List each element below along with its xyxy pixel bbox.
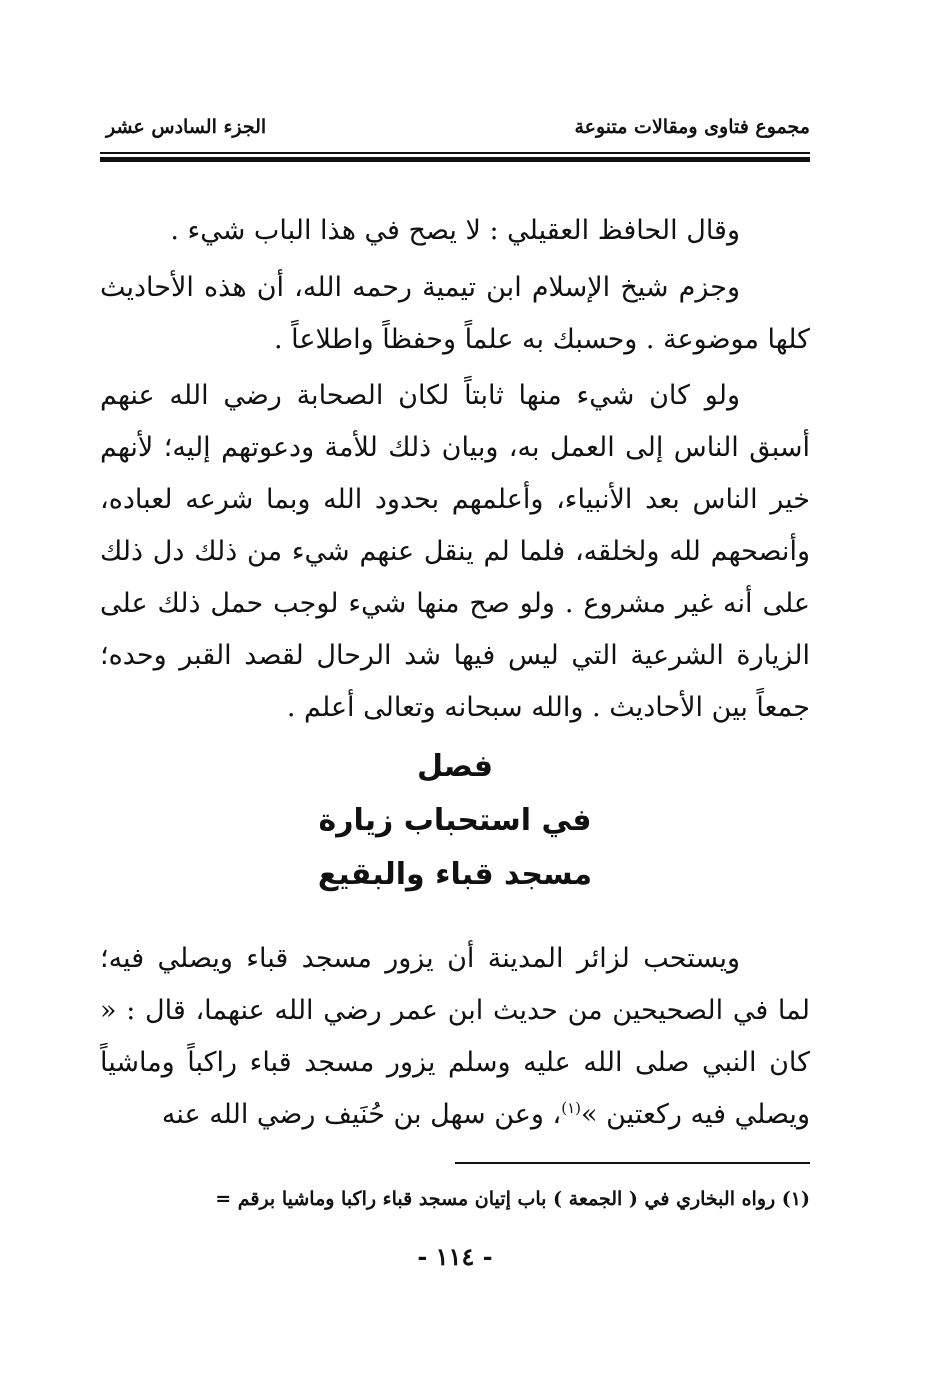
paragraph-4 — [100, 933, 810, 1141]
paragraph-2 — [100, 262, 810, 366]
header-rule-thick — [100, 157, 810, 162]
page-number: - ١١٤ - — [417, 1242, 493, 1271]
paragraph-3 — [100, 370, 810, 734]
section-heading-line-1: فصل — [417, 749, 493, 784]
paragraph-1 — [100, 205, 810, 257]
volume-label: الجزء السادس عشر — [106, 116, 267, 138]
book-title: مجموع فتاوى ومقالات متنوعة — [574, 116, 810, 138]
paragraph-1-text: وقال الحافظ العقيلي : لا يصح في هذا الباب شيء . — [170, 215, 740, 246]
section-heading-line-2: في استحباب زيارة — [318, 803, 592, 838]
paragraph-4-text: ويستحب لزائر المدينة أن يزور مسجد قباء ويصلي فيه؛ لما في الصحيحين من حديث ابن عمر رضي الله عنهما، قال : « كان النبي صلى الله عليه وسلم يزور مسجد قباء راكباً وماشياً ويصلي فيه ركعتين » — [100, 943, 810, 1130]
paragraph-2-text: وجزم شيخ الإسلام ابن تيمية رحمه الله، أن هذه الأحاديث كلها موضوعة . وحسبك به علماً وحفظاً واطلاعاً . — [100, 272, 810, 355]
page-header — [100, 108, 810, 148]
paragraph-3-text: ولو كان شيء منها ثابتاً لكان الصحابة رضي الله عنهم أسبق الناس إلى العمل به، وبيان ذلك للأمة ودعوتهم إليه؛ لأنهم خير الناس بعد الأنبياء، وأعلمهم بحدود الله وبما شرعه لعباده، وأنصحهم لله ولخلقه، فلما لم ينقل عنهم شيء من ذلك دل ذلك على أنه غير مشروع . ولو صح منها شيء لوجب حمل ذلك على الزيارة الشرعية التي ليس فيها شد الرحال لقصد القبر وحده؛ جمعاً بين الأحاديث . والله سبحانه وتعالى أعلم . — [100, 380, 810, 723]
footnote-rule — [455, 1162, 810, 1164]
header-rule-thin — [100, 152, 810, 154]
section-heading-line-3: مسجد قباء والبقيع — [317, 857, 593, 892]
paragraph-4-text-continued: ، وعن سهل بن حُنَيف رضي الله عنه — [161, 1099, 562, 1130]
footnote-reference: (١) — [561, 1099, 582, 1117]
footnote: (١) رواه البخاري في ( الجمعة ) باب إتيان مسجد قباء راكبا وماشيا برقم = — [215, 1188, 810, 1210]
